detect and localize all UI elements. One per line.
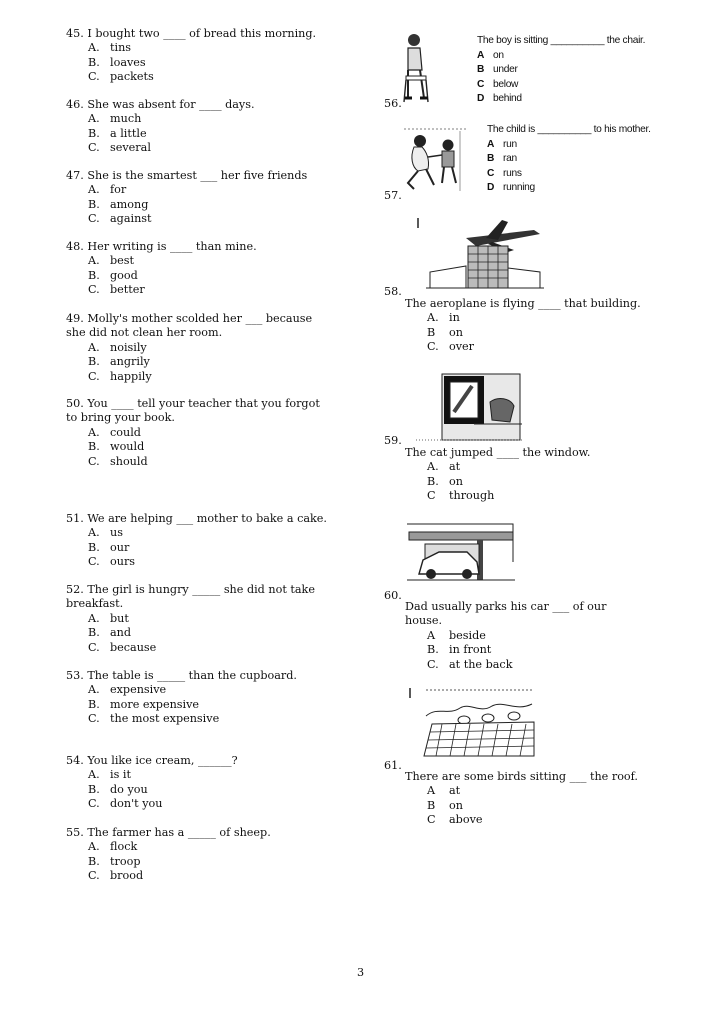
option-text: at <box>449 784 461 798</box>
answer-option <box>405 643 606 657</box>
option-text: because <box>110 640 157 654</box>
question-stem: 47. She is the smartest ___ her five friends <box>66 169 308 182</box>
answer-option <box>66 426 320 440</box>
answer-option <box>405 460 590 474</box>
option-text: through <box>449 489 495 503</box>
option-text: on <box>449 798 463 812</box>
answer-option <box>405 326 641 340</box>
q57-number: 57. <box>384 189 402 202</box>
option-letter: C. <box>88 555 100 569</box>
option-text: best <box>110 254 135 268</box>
question-51 <box>66 512 327 570</box>
option-text: under <box>493 64 518 76</box>
answer-option <box>66 869 271 883</box>
option-text: the most expensive <box>110 712 220 726</box>
option-letter: A. <box>88 183 100 197</box>
option-text: on <box>449 325 463 339</box>
question-50 <box>66 397 320 469</box>
option-letter: B. <box>88 55 100 69</box>
option-letter: A. <box>88 340 100 354</box>
option-letter: C. <box>427 657 439 671</box>
question-stem: 55. The farmer has a _____ of sheep. <box>66 826 271 839</box>
answer-option <box>66 797 238 811</box>
question-stem: 52. The girl is hungry _____ she did not take breakfast. <box>66 583 315 611</box>
q60 <box>405 600 606 672</box>
answer-option <box>405 629 606 643</box>
option-letter: B. <box>427 474 439 488</box>
answer-option <box>487 138 651 153</box>
question-stem: 50. You ____ tell your teacher that you forgot to bring your book. <box>66 397 320 425</box>
answer-option <box>66 768 238 782</box>
option-text: and <box>110 626 132 640</box>
option-text: ours <box>110 555 136 569</box>
option-letter: A. <box>427 460 439 474</box>
answer-option <box>477 92 645 107</box>
option-text: on <box>449 474 463 488</box>
q60-number: 60. <box>384 589 402 602</box>
page-number: 3 <box>357 966 365 979</box>
q61-stem: There are some birds sitting ___ the roof. <box>405 770 638 783</box>
question-45 <box>66 27 316 85</box>
option-letter: A <box>427 628 436 642</box>
option-letter: A. <box>88 112 100 126</box>
option-text: in <box>449 311 460 325</box>
option-text: should <box>110 454 148 468</box>
option-text: in front <box>449 643 492 657</box>
option-letter: B. <box>88 197 100 211</box>
option-text: brood <box>110 869 144 883</box>
answer-option <box>66 70 316 84</box>
option-text: several <box>110 141 151 155</box>
answer-option <box>487 167 651 182</box>
option-text: good <box>110 268 138 282</box>
option-text: happily <box>110 369 152 383</box>
option-letter: C. <box>88 869 100 883</box>
option-letter: A. <box>427 311 439 325</box>
birds-on-roof-picture <box>408 686 536 760</box>
option-text: run <box>503 138 517 150</box>
cat-through-window-picture <box>414 372 524 444</box>
option-text: beside <box>449 628 486 642</box>
answer-option <box>66 341 312 355</box>
answer-option <box>66 198 307 212</box>
option-letter: B <box>477 64 485 76</box>
answer-option <box>405 658 606 672</box>
option-letter: C. <box>88 141 100 155</box>
option-text: flock <box>110 840 138 854</box>
q58 <box>405 297 641 355</box>
answer-option <box>477 78 645 93</box>
option-text: angrily <box>110 355 150 369</box>
option-text: a little <box>110 126 147 140</box>
option-letter: C. <box>88 70 100 84</box>
answer-option <box>66 41 316 55</box>
q57-stem: The child is __________ to his mother. <box>487 124 651 135</box>
option-letter: C. <box>88 283 100 297</box>
option-letter: B. <box>88 782 100 796</box>
option-letter: C. <box>88 212 100 226</box>
option-text: below <box>493 78 519 90</box>
question-47 <box>66 169 307 227</box>
q59 <box>405 446 590 504</box>
answer-option <box>477 49 645 64</box>
aeroplane-over-building-picture <box>416 216 546 290</box>
option-letter: A <box>427 784 436 798</box>
option-text: above <box>449 813 483 827</box>
option-letter: A. <box>88 254 100 268</box>
question-49 <box>66 312 312 384</box>
option-letter: A <box>477 49 485 61</box>
option-letter: A. <box>88 768 100 782</box>
option-text: against <box>110 212 152 226</box>
question-stem: 45. I bought two ____ of bread this morning. <box>66 27 317 40</box>
option-letter: A. <box>88 611 100 625</box>
option-text: but <box>110 611 129 625</box>
answer-option <box>66 355 312 369</box>
option-text: better <box>110 283 145 297</box>
option-text: much <box>110 112 142 126</box>
option-letter: A. <box>88 425 100 439</box>
option-text: loaves <box>110 55 146 69</box>
option-text: over <box>449 340 475 354</box>
option-letter: B <box>427 798 436 812</box>
option-text: troop <box>110 854 141 868</box>
question-48 <box>66 240 257 298</box>
answer-option <box>66 183 307 197</box>
option-text: ran <box>503 153 517 165</box>
q56-number: 56. <box>384 97 402 110</box>
option-text: packets <box>110 70 154 84</box>
answer-option <box>405 489 590 503</box>
answer-option <box>66 526 327 540</box>
option-letter: D <box>487 182 495 194</box>
option-text: runs <box>503 167 522 179</box>
answer-option <box>66 269 257 283</box>
answer-option <box>66 112 255 126</box>
answer-option <box>66 555 327 569</box>
answer-option <box>405 784 638 798</box>
option-letter: A. <box>88 840 100 854</box>
question-55 <box>66 826 271 884</box>
option-text: do you <box>110 782 148 796</box>
question-53 <box>66 669 297 727</box>
answer-option <box>66 626 315 640</box>
answer-option <box>405 475 590 489</box>
option-text: don't you <box>110 797 163 811</box>
option-letter: B <box>427 325 436 339</box>
boy-on-chair-picture <box>402 32 430 104</box>
answer-option <box>66 855 271 869</box>
answer-option <box>487 181 651 196</box>
answer-option <box>66 641 315 655</box>
answer-option <box>66 254 257 268</box>
q58-number: 58. <box>384 285 402 298</box>
question-stem: 53. The table is _____ than the cupboard. <box>66 669 297 682</box>
option-letter: C. <box>88 640 100 654</box>
option-letter: B. <box>427 643 439 657</box>
option-text: is it <box>110 768 131 782</box>
question-stem: 48. Her writing is ____ than mine. <box>66 240 257 253</box>
answer-option <box>487 152 651 167</box>
option-letter: C. <box>88 369 100 383</box>
answer-option <box>405 340 641 354</box>
answer-option <box>66 370 312 384</box>
option-text: among <box>110 197 149 211</box>
answer-option <box>66 783 238 797</box>
option-letter: B. <box>88 355 100 369</box>
option-letter: A. <box>88 41 100 55</box>
q56 <box>477 34 645 107</box>
option-letter: C <box>477 78 485 90</box>
q58-stem: The aeroplane is flying ____ that building. <box>405 297 641 310</box>
option-letter: B. <box>88 126 100 140</box>
option-text: behind <box>493 93 522 105</box>
option-letter: C. <box>88 797 100 811</box>
answer-option <box>477 63 645 78</box>
q60-stem: Dad usually parks his car ___ of our house. <box>405 600 607 628</box>
option-letter: B. <box>88 697 100 711</box>
answer-option <box>66 212 307 226</box>
answer-option <box>66 698 297 712</box>
option-text: noisily <box>110 340 147 354</box>
answer-option <box>66 712 297 726</box>
q56-stem: The boy is sitting __________ the chair. <box>477 35 646 46</box>
option-letter: C. <box>88 712 100 726</box>
question-stem: 49. Molly's mother scolded her ___ because she did not clean her room. <box>66 312 313 340</box>
answer-option <box>405 813 638 827</box>
answer-option <box>405 311 641 325</box>
mother-and-child-picture <box>404 127 468 195</box>
answer-option <box>66 541 327 555</box>
q61 <box>405 770 638 828</box>
answer-option <box>66 283 257 297</box>
question-46 <box>66 98 255 156</box>
option-text: could <box>110 425 141 439</box>
option-text: more expensive <box>110 697 200 711</box>
option-text: at the back <box>449 657 513 671</box>
option-text: running <box>503 182 535 194</box>
answer-option <box>66 440 320 454</box>
question-stem: 46. She was absent for ____ days. <box>66 98 255 111</box>
option-letter: B. <box>88 540 100 554</box>
question-54 <box>66 754 238 812</box>
option-text: on <box>493 49 504 61</box>
option-letter: B <box>487 153 495 165</box>
option-letter: C <box>427 489 436 503</box>
option-letter: B. <box>88 854 100 868</box>
option-letter: C. <box>88 454 100 468</box>
question-52 <box>66 583 315 655</box>
answer-option <box>66 127 255 141</box>
option-letter: B. <box>88 440 100 454</box>
option-text: at <box>449 460 461 474</box>
q57 <box>487 123 651 196</box>
option-letter: C. <box>427 340 439 354</box>
option-letter: D <box>477 93 485 105</box>
car-in-front-of-house-picture <box>405 522 517 582</box>
option-text: would <box>110 440 145 454</box>
q59-number: 59. <box>384 434 402 447</box>
option-text: for <box>110 183 127 197</box>
option-letter: B. <box>88 268 100 282</box>
q59-stem: The cat jumped ____ the window. <box>405 446 591 459</box>
option-text: our <box>110 540 130 554</box>
q61-number: 61. <box>384 759 402 772</box>
answer-option <box>66 612 315 626</box>
answer-option <box>66 141 255 155</box>
answer-option <box>66 683 297 697</box>
question-stem: 51. We are helping ___ mother to bake a cake. <box>66 512 327 525</box>
option-letter: C <box>487 167 495 179</box>
option-text: expensive <box>110 683 167 697</box>
option-letter: A <box>487 138 495 150</box>
answer-option <box>66 840 271 854</box>
option-text: us <box>110 526 123 540</box>
option-letter: A. <box>88 526 100 540</box>
option-letter: A. <box>88 683 100 697</box>
question-stem: 54. You like ice cream, ______? <box>66 754 238 767</box>
option-text: tins <box>110 41 132 55</box>
answer-option <box>66 56 316 70</box>
answer-option <box>405 799 638 813</box>
answer-option <box>66 455 320 469</box>
option-letter: C <box>427 813 436 827</box>
option-letter: B. <box>88 626 100 640</box>
